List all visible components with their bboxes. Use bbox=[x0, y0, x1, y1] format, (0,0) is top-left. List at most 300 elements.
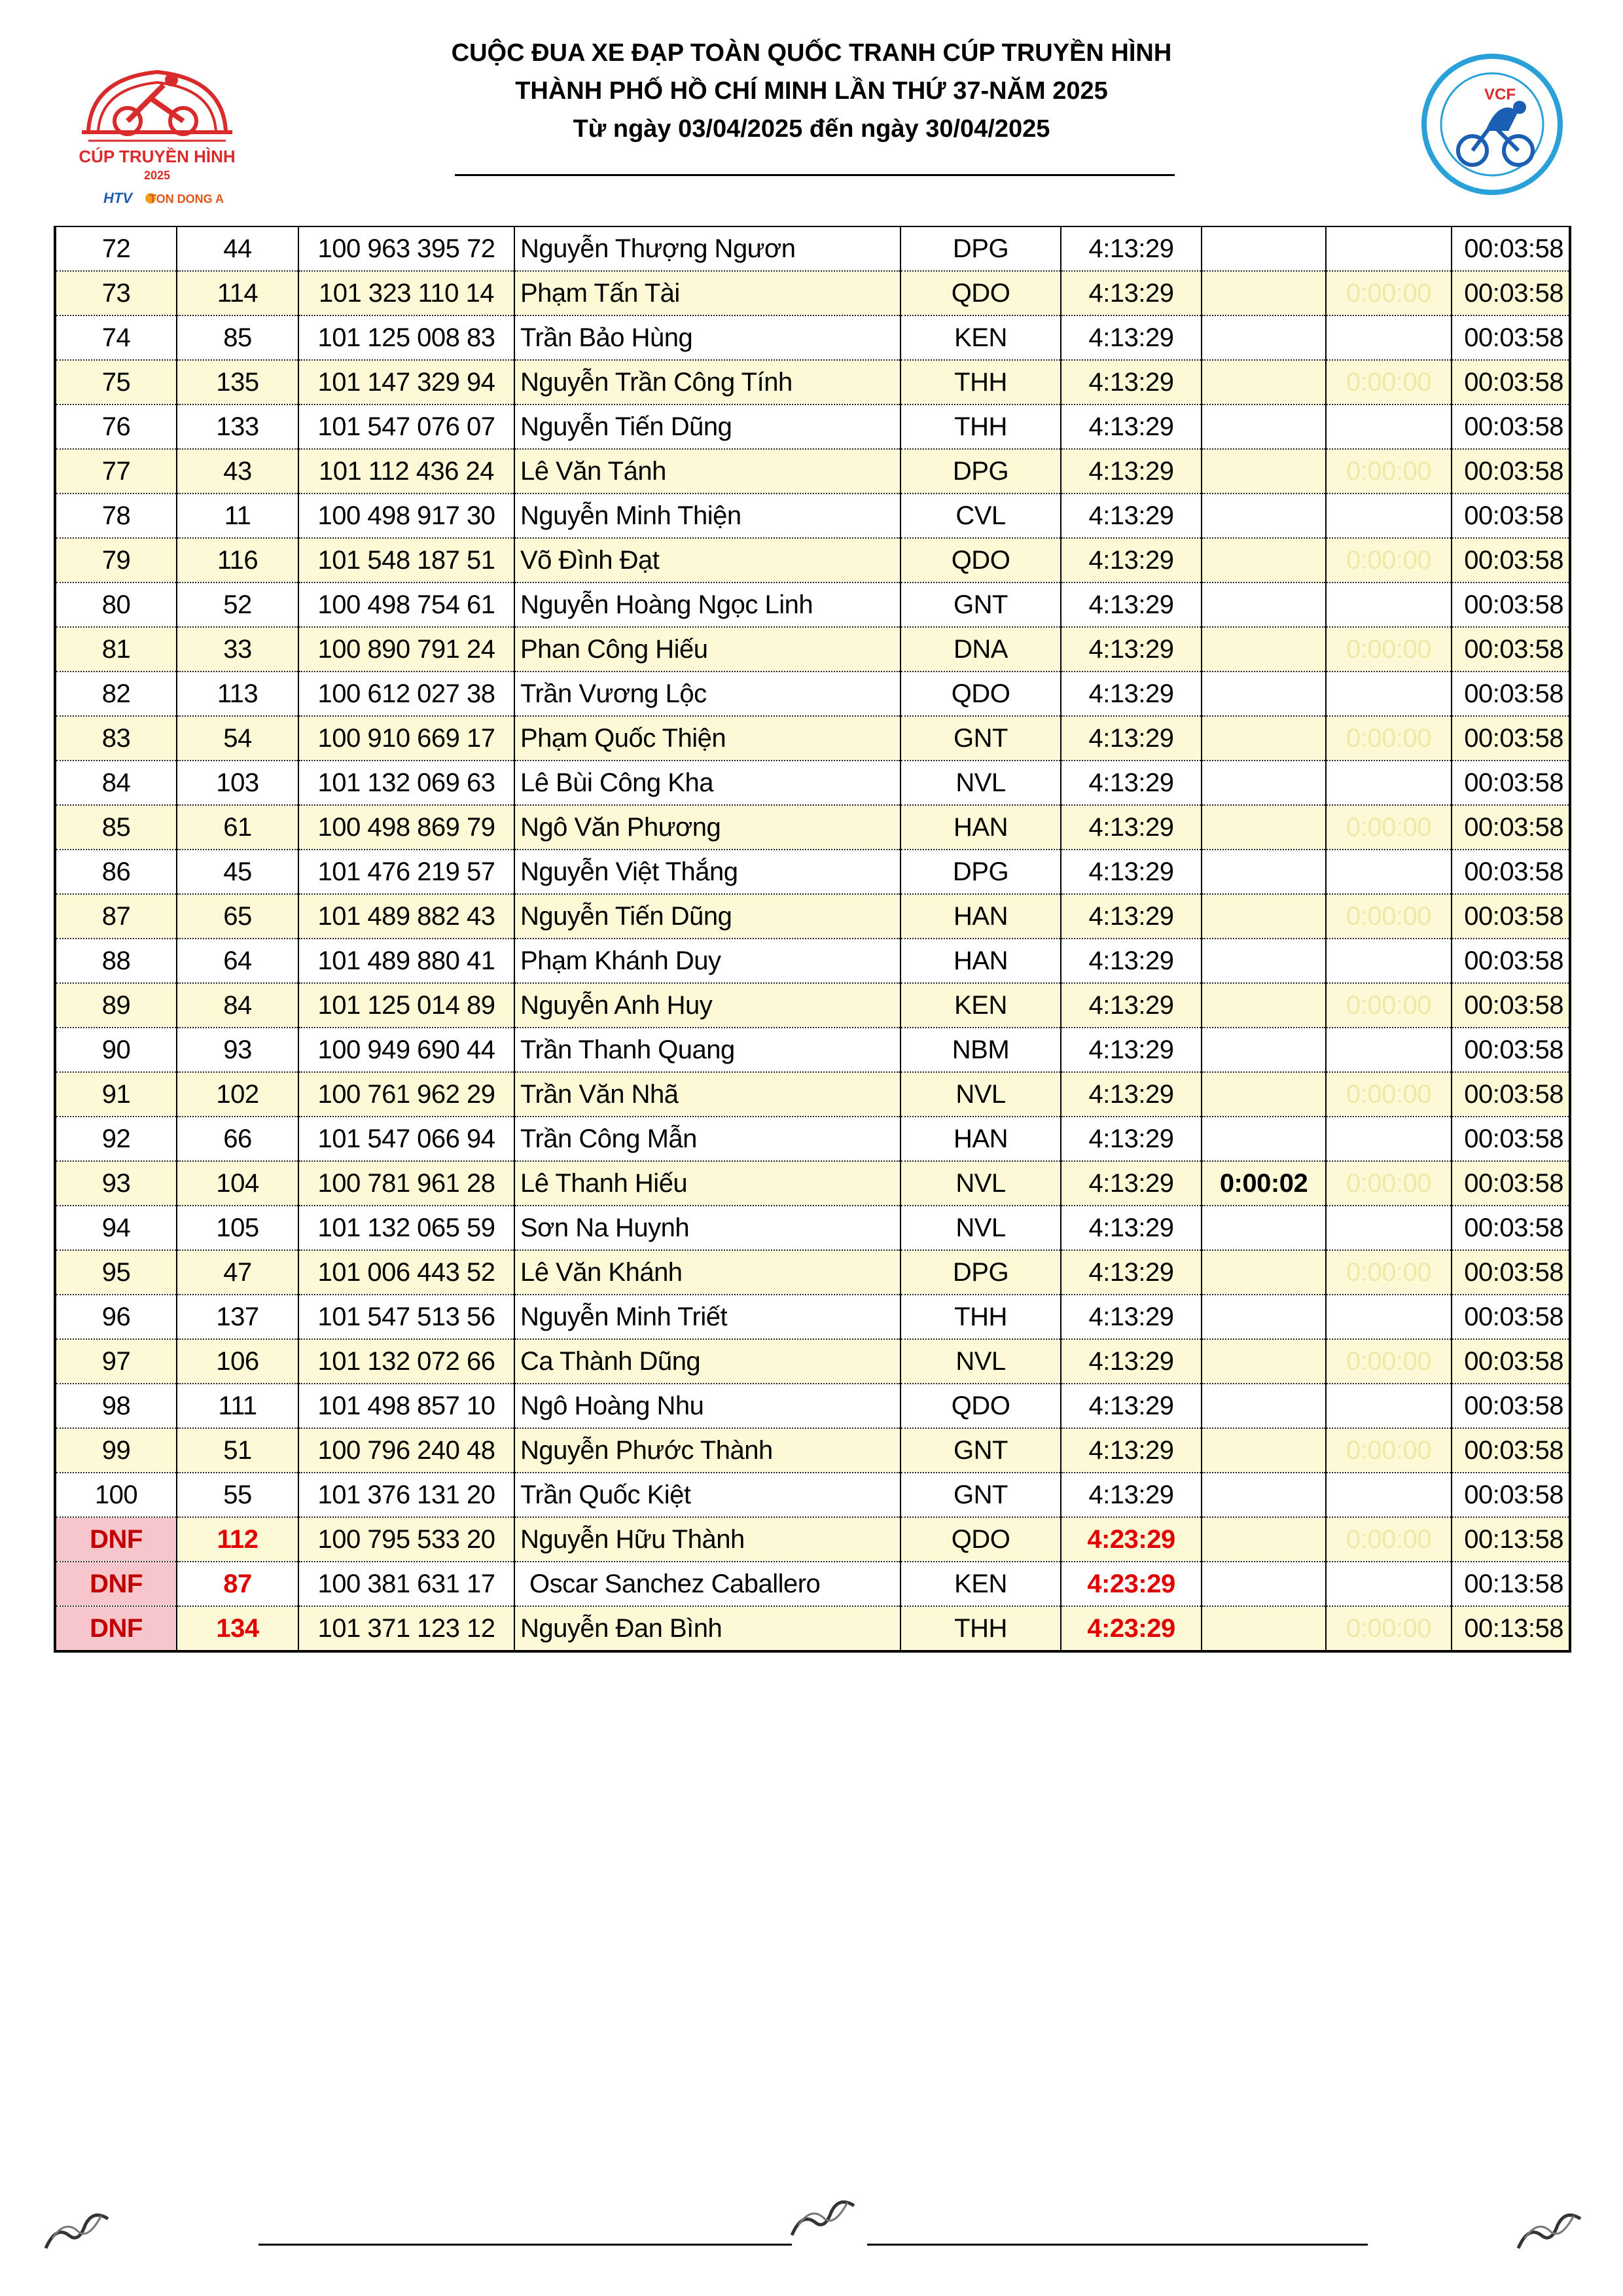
table-row bbox=[55, 627, 1570, 672]
bonus-cell bbox=[1202, 271, 1326, 315]
title-line-1: CUỘC ĐUA XE ĐẠP TOÀN QUỐC TRANH CÚP TRUYỀN HÌNH bbox=[451, 39, 1172, 67]
team-code-cell: DPG bbox=[901, 226, 1061, 271]
gap-cell: 00:03:58 bbox=[1452, 493, 1570, 538]
rider-name-cell: Lê Thanh Hiếu bbox=[514, 1161, 901, 1206]
gap-cell: 00:03:58 bbox=[1452, 761, 1570, 805]
bonus-cell bbox=[1202, 315, 1326, 360]
logo-left-htv: HTV bbox=[103, 190, 132, 206]
bib-cell: 137 bbox=[177, 1295, 298, 1339]
bonus-cell bbox=[1202, 805, 1326, 850]
penalty-cell: 0:00:00 bbox=[1326, 271, 1452, 315]
bonus-cell bbox=[1202, 894, 1326, 939]
bonus-cell bbox=[1202, 1384, 1326, 1428]
results-table bbox=[54, 226, 1571, 1653]
bib-cell: 52 bbox=[177, 583, 298, 627]
bonus-cell bbox=[1202, 226, 1326, 271]
time-cell: 4:23:29 bbox=[1061, 1517, 1202, 1562]
rider-name-cell: Nguyễn Trần Công Tính bbox=[514, 360, 901, 404]
time-cell: 4:13:29 bbox=[1061, 1117, 1202, 1161]
bib-cell: 66 bbox=[177, 1117, 298, 1161]
penalty-cell: 0:00:00 bbox=[1326, 449, 1452, 493]
table-row bbox=[55, 1473, 1570, 1517]
team-code-cell: QDO bbox=[901, 672, 1061, 716]
team-code-cell: THH bbox=[901, 1295, 1061, 1339]
bib-cell: 102 bbox=[177, 1072, 298, 1117]
bonus-cell bbox=[1202, 761, 1326, 805]
rank-cell: 91 bbox=[55, 1072, 177, 1117]
bonus-cell bbox=[1202, 493, 1326, 538]
penalty-cell: 0:00:00 bbox=[1326, 894, 1452, 939]
penalty-cell: 0:00:00 bbox=[1326, 1517, 1452, 1562]
gap-cell: 00:03:58 bbox=[1452, 583, 1570, 627]
title-underline bbox=[455, 174, 1175, 176]
bonus-cell bbox=[1202, 1428, 1326, 1473]
rank-cell: 81 bbox=[55, 627, 177, 672]
rider-name-cell: Trần Công Mẫn bbox=[514, 1117, 901, 1161]
uci-id-cell: 100 963 395 72 bbox=[298, 226, 514, 271]
rank-cell: 82 bbox=[55, 672, 177, 716]
bib-cell: 11 bbox=[177, 493, 298, 538]
table-row bbox=[55, 1028, 1570, 1072]
table-row bbox=[55, 983, 1570, 1028]
gap-cell: 00:13:58 bbox=[1452, 1517, 1570, 1562]
gap-cell: 00:03:58 bbox=[1452, 672, 1570, 716]
penalty-cell bbox=[1326, 583, 1452, 627]
penalty-cell: 0:00:00 bbox=[1326, 1339, 1452, 1384]
time-cell: 4:13:29 bbox=[1061, 449, 1202, 493]
uci-id-cell: 100 949 690 44 bbox=[298, 1028, 514, 1072]
time-cell: 4:13:29 bbox=[1061, 1339, 1202, 1384]
time-cell: 4:13:29 bbox=[1061, 761, 1202, 805]
bib-cell: 54 bbox=[177, 716, 298, 761]
team-code-cell: DNA bbox=[901, 627, 1061, 672]
rider-name-cell: Nguyễn Việt Thắng bbox=[514, 850, 901, 894]
team-code-cell: QDO bbox=[901, 1384, 1061, 1428]
bonus-cell bbox=[1202, 1028, 1326, 1072]
rider-name-cell: Ngô Văn Phương bbox=[514, 805, 901, 850]
time-cell: 4:13:29 bbox=[1061, 360, 1202, 404]
penalty-cell: 0:00:00 bbox=[1326, 538, 1452, 583]
penalty-cell: 0:00:00 bbox=[1326, 1250, 1452, 1295]
uci-id-cell: 101 112 436 24 bbox=[298, 449, 514, 493]
team-code-cell: DPG bbox=[901, 850, 1061, 894]
bib-cell: 106 bbox=[177, 1339, 298, 1384]
bib-cell: 61 bbox=[177, 805, 298, 850]
gap-cell: 00:03:58 bbox=[1452, 850, 1570, 894]
rider-name-cell: Nguyễn Minh Triết bbox=[514, 1295, 901, 1339]
gap-cell: 00:03:58 bbox=[1452, 1072, 1570, 1117]
bonus-cell bbox=[1202, 449, 1326, 493]
rank-cell: 97 bbox=[55, 1339, 177, 1384]
bib-cell: 116 bbox=[177, 538, 298, 583]
bib-cell: 43 bbox=[177, 449, 298, 493]
footer-line-right bbox=[867, 2244, 1368, 2246]
penalty-cell bbox=[1326, 761, 1452, 805]
gap-cell: 00:03:58 bbox=[1452, 1206, 1570, 1250]
bonus-cell bbox=[1202, 1295, 1326, 1339]
bib-cell: 134 bbox=[177, 1606, 298, 1651]
bonus-cell: 0:00:02 bbox=[1202, 1161, 1326, 1206]
rider-name-cell: Phan Công Hiếu bbox=[514, 627, 901, 672]
bib-cell: 105 bbox=[177, 1206, 298, 1250]
table-row bbox=[55, 1606, 1570, 1651]
gap-cell: 00:13:58 bbox=[1452, 1562, 1570, 1606]
penalty-cell bbox=[1326, 1473, 1452, 1517]
bonus-cell bbox=[1202, 1117, 1326, 1161]
bib-cell: 64 bbox=[177, 939, 298, 983]
rank-cell: 98 bbox=[55, 1384, 177, 1428]
uci-id-cell: 100 781 961 28 bbox=[298, 1161, 514, 1206]
document-header bbox=[0, 26, 1623, 206]
rank-cell: DNF bbox=[55, 1517, 177, 1562]
bonus-cell bbox=[1202, 1606, 1326, 1651]
penalty-cell bbox=[1326, 404, 1452, 449]
uci-id-cell: 101 547 066 94 bbox=[298, 1117, 514, 1161]
logo-left-tondonga: TON DONG A bbox=[149, 192, 224, 206]
uci-id-cell: 101 489 882 43 bbox=[298, 894, 514, 939]
gap-cell: 00:03:58 bbox=[1452, 404, 1570, 449]
penalty-cell bbox=[1326, 1562, 1452, 1606]
penalty-cell: 0:00:00 bbox=[1326, 360, 1452, 404]
rank-cell: 80 bbox=[55, 583, 177, 627]
time-cell: 4:13:29 bbox=[1061, 805, 1202, 850]
time-cell: 4:13:29 bbox=[1061, 1028, 1202, 1072]
rider-name-cell: Oscar Sanchez Caballero bbox=[514, 1562, 901, 1606]
time-cell: 4:13:29 bbox=[1061, 1473, 1202, 1517]
logo-left-year: 2025 bbox=[143, 169, 171, 182]
team-code-cell: KEN bbox=[901, 983, 1061, 1028]
rider-name-cell: Võ Đình Đạt bbox=[514, 538, 901, 583]
penalty-cell: 0:00:00 bbox=[1326, 1428, 1452, 1473]
vcf-logo bbox=[1420, 52, 1564, 196]
team-code-cell: KEN bbox=[901, 315, 1061, 360]
team-code-cell: HAN bbox=[901, 894, 1061, 939]
penalty-cell: 0:00:00 bbox=[1326, 983, 1452, 1028]
bib-cell: 87 bbox=[177, 1562, 298, 1606]
table-row bbox=[55, 404, 1570, 449]
penalty-cell bbox=[1326, 315, 1452, 360]
time-cell: 4:23:29 bbox=[1061, 1562, 1202, 1606]
bib-cell: 84 bbox=[177, 983, 298, 1028]
gap-cell: 00:03:58 bbox=[1452, 1028, 1570, 1072]
rider-name-cell: Phạm Khánh Duy bbox=[514, 939, 901, 983]
rider-name-cell: Nguyễn Đan Bình bbox=[514, 1606, 901, 1651]
penalty-cell: 0:00:00 bbox=[1326, 1161, 1452, 1206]
uci-id-cell: 101 006 443 52 bbox=[298, 1250, 514, 1295]
table-row bbox=[55, 761, 1570, 805]
bonus-cell bbox=[1202, 716, 1326, 761]
rank-cell: 83 bbox=[55, 716, 177, 761]
time-cell: 4:13:29 bbox=[1061, 894, 1202, 939]
team-code-cell: NVL bbox=[901, 1339, 1061, 1384]
penalty-cell bbox=[1326, 1117, 1452, 1161]
penalty-cell bbox=[1326, 1384, 1452, 1428]
bonus-cell bbox=[1202, 1072, 1326, 1117]
time-cell: 4:13:29 bbox=[1061, 627, 1202, 672]
table-row bbox=[55, 271, 1570, 315]
bonus-cell bbox=[1202, 538, 1326, 583]
uci-id-cell: 101 371 123 12 bbox=[298, 1606, 514, 1651]
rank-cell: 90 bbox=[55, 1028, 177, 1072]
table-row bbox=[55, 1295, 1570, 1339]
uci-id-cell: 100 910 669 17 bbox=[298, 716, 514, 761]
bonus-cell bbox=[1202, 1517, 1326, 1562]
rider-name-cell: Nguyễn Tiến Dũng bbox=[514, 404, 901, 449]
gap-cell: 00:03:58 bbox=[1452, 983, 1570, 1028]
gap-cell: 00:03:58 bbox=[1452, 315, 1570, 360]
time-cell: 4:13:29 bbox=[1061, 1295, 1202, 1339]
gap-cell: 00:03:58 bbox=[1452, 805, 1570, 850]
rider-name-cell: Lê Bùi Công Kha bbox=[514, 761, 901, 805]
time-cell: 4:13:29 bbox=[1061, 315, 1202, 360]
team-code-cell: QDO bbox=[901, 538, 1061, 583]
table-row bbox=[55, 672, 1570, 716]
table-row bbox=[55, 1206, 1570, 1250]
bib-cell: 135 bbox=[177, 360, 298, 404]
table-row bbox=[55, 850, 1570, 894]
uci-id-cell: 100 498 869 79 bbox=[298, 805, 514, 850]
team-code-cell: QDO bbox=[901, 1517, 1061, 1562]
rank-cell: DNF bbox=[55, 1562, 177, 1606]
time-cell: 4:13:29 bbox=[1061, 1206, 1202, 1250]
gap-cell: 00:03:58 bbox=[1452, 1428, 1570, 1473]
bib-cell: 104 bbox=[177, 1161, 298, 1206]
bonus-cell bbox=[1202, 1206, 1326, 1250]
time-cell: 4:13:29 bbox=[1061, 1250, 1202, 1295]
bib-cell: 47 bbox=[177, 1250, 298, 1295]
uci-id-cell: 100 381 631 17 bbox=[298, 1562, 514, 1606]
time-cell: 4:13:29 bbox=[1061, 1428, 1202, 1473]
rider-name-cell: Trần Quốc Kiệt bbox=[514, 1473, 901, 1517]
rider-name-cell: Lê Văn Tánh bbox=[514, 449, 901, 493]
team-code-cell: DPG bbox=[901, 1250, 1061, 1295]
team-code-cell: NVL bbox=[901, 1161, 1061, 1206]
rank-cell: 79 bbox=[55, 538, 177, 583]
team-code-cell: THH bbox=[901, 360, 1061, 404]
rank-cell: 85 bbox=[55, 805, 177, 850]
uci-id-cell: 101 125 014 89 bbox=[298, 983, 514, 1028]
time-cell: 4:23:29 bbox=[1061, 1606, 1202, 1651]
penalty-cell bbox=[1326, 672, 1452, 716]
uci-id-cell: 101 125 008 83 bbox=[298, 315, 514, 360]
rank-cell: 88 bbox=[55, 939, 177, 983]
time-cell: 4:13:29 bbox=[1061, 493, 1202, 538]
team-code-cell: NBM bbox=[901, 1028, 1061, 1072]
table-row bbox=[55, 1161, 1570, 1206]
bonus-cell bbox=[1202, 983, 1326, 1028]
team-code-cell: DPG bbox=[901, 449, 1061, 493]
table-row bbox=[55, 360, 1570, 404]
table-row bbox=[55, 1517, 1570, 1562]
gap-cell: 00:03:58 bbox=[1452, 1384, 1570, 1428]
rank-cell: 94 bbox=[55, 1206, 177, 1250]
time-cell: 4:13:29 bbox=[1061, 850, 1202, 894]
penalty-cell bbox=[1326, 1206, 1452, 1250]
rank-cell: 76 bbox=[55, 404, 177, 449]
rider-name-cell: Ngô Hoàng Nhu bbox=[514, 1384, 901, 1428]
table-row bbox=[55, 805, 1570, 850]
gap-cell: 00:03:58 bbox=[1452, 449, 1570, 493]
vcf-logo-text: VCF bbox=[1484, 86, 1516, 103]
team-code-cell: KEN bbox=[901, 1562, 1061, 1606]
time-cell: 4:13:29 bbox=[1061, 672, 1202, 716]
gap-cell: 00:13:58 bbox=[1452, 1606, 1570, 1651]
rider-name-cell: Nguyễn Hoàng Ngọc Linh bbox=[514, 583, 901, 627]
title-line-3: Từ ngày 03/04/2025 đến ngày 30/04/2025 bbox=[573, 115, 1050, 143]
rider-name-cell: Nguyễn Thượng Ngươn bbox=[514, 226, 901, 271]
bib-cell: 55 bbox=[177, 1473, 298, 1517]
table-row bbox=[55, 1117, 1570, 1161]
uci-id-cell: 101 476 219 57 bbox=[298, 850, 514, 894]
rank-cell: 99 bbox=[55, 1428, 177, 1473]
penalty-cell: 0:00:00 bbox=[1326, 805, 1452, 850]
footer-cyclist-logo-right bbox=[1512, 2199, 1590, 2258]
gap-cell: 00:03:58 bbox=[1452, 538, 1570, 583]
uci-id-cell: 100 498 754 61 bbox=[298, 583, 514, 627]
rank-cell: 100 bbox=[55, 1473, 177, 1517]
rider-name-cell: Lê Văn Khánh bbox=[514, 1250, 901, 1295]
bib-cell: 33 bbox=[177, 627, 298, 672]
time-cell: 4:13:29 bbox=[1061, 226, 1202, 271]
uci-id-cell: 101 489 880 41 bbox=[298, 939, 514, 983]
uci-id-cell: 101 132 069 63 bbox=[298, 761, 514, 805]
table-row bbox=[55, 939, 1570, 983]
rank-cell: DNF bbox=[55, 1606, 177, 1651]
time-cell: 4:13:29 bbox=[1061, 939, 1202, 983]
team-code-cell: GNT bbox=[901, 1428, 1061, 1473]
rider-name-cell: Nguyễn Phước Thành bbox=[514, 1428, 901, 1473]
gap-cell: 00:03:58 bbox=[1452, 939, 1570, 983]
bib-cell: 44 bbox=[177, 226, 298, 271]
team-code-cell: NVL bbox=[901, 1206, 1061, 1250]
bonus-cell bbox=[1202, 404, 1326, 449]
gap-cell: 00:03:58 bbox=[1452, 1339, 1570, 1384]
footer-cyclist-logo-left bbox=[39, 2199, 118, 2258]
team-code-cell: THH bbox=[901, 404, 1061, 449]
team-code-cell: GNT bbox=[901, 716, 1061, 761]
rank-cell: 89 bbox=[55, 983, 177, 1028]
time-cell: 4:13:29 bbox=[1061, 716, 1202, 761]
logo-left-title: CÚP TRUYỀN HÌNH bbox=[79, 147, 236, 166]
penalty-cell: 0:00:00 bbox=[1326, 1072, 1452, 1117]
bonus-cell bbox=[1202, 1473, 1326, 1517]
time-cell: 4:13:29 bbox=[1061, 271, 1202, 315]
bonus-cell bbox=[1202, 1562, 1326, 1606]
penalty-cell bbox=[1326, 850, 1452, 894]
rider-name-cell: Nguyễn Tiến Dũng bbox=[514, 894, 901, 939]
penalty-cell: 0:00:00 bbox=[1326, 627, 1452, 672]
table-row bbox=[55, 1339, 1570, 1384]
uci-id-cell: 101 547 076 07 bbox=[298, 404, 514, 449]
rank-cell: 77 bbox=[55, 449, 177, 493]
rank-cell: 95 bbox=[55, 1250, 177, 1295]
gap-cell: 00:03:58 bbox=[1452, 1295, 1570, 1339]
uci-id-cell: 100 612 027 38 bbox=[298, 672, 514, 716]
bib-cell: 111 bbox=[177, 1384, 298, 1428]
rider-name-cell: Ca Thành Dũng bbox=[514, 1339, 901, 1384]
bonus-cell bbox=[1202, 627, 1326, 672]
time-cell: 4:13:29 bbox=[1061, 983, 1202, 1028]
gap-cell: 00:03:58 bbox=[1452, 716, 1570, 761]
penalty-cell bbox=[1326, 493, 1452, 538]
table-row bbox=[55, 1428, 1570, 1473]
team-code-cell: HAN bbox=[901, 1117, 1061, 1161]
bib-cell: 51 bbox=[177, 1428, 298, 1473]
uci-id-cell: 100 795 533 20 bbox=[298, 1517, 514, 1562]
uci-id-cell: 101 547 513 56 bbox=[298, 1295, 514, 1339]
team-code-cell: THH bbox=[901, 1606, 1061, 1651]
gap-cell: 00:03:58 bbox=[1452, 627, 1570, 672]
table-row bbox=[55, 583, 1570, 627]
rider-name-cell: Nguyễn Anh Huy bbox=[514, 983, 901, 1028]
bonus-cell bbox=[1202, 583, 1326, 627]
gap-cell: 00:03:58 bbox=[1452, 360, 1570, 404]
rider-name-cell: Nguyễn Hữu Thành bbox=[514, 1517, 901, 1562]
title-block bbox=[366, 34, 1257, 148]
uci-id-cell: 101 147 329 94 bbox=[298, 360, 514, 404]
rank-cell: 74 bbox=[55, 315, 177, 360]
rank-cell: 75 bbox=[55, 360, 177, 404]
bib-cell: 112 bbox=[177, 1517, 298, 1562]
rank-cell: 92 bbox=[55, 1117, 177, 1161]
rider-name-cell: Trần Thanh Quang bbox=[514, 1028, 901, 1072]
uci-id-cell: 100 761 962 29 bbox=[298, 1072, 514, 1117]
table-row bbox=[55, 1562, 1570, 1606]
bonus-cell bbox=[1202, 850, 1326, 894]
gap-cell: 00:03:58 bbox=[1452, 1473, 1570, 1517]
penalty-cell bbox=[1326, 226, 1452, 271]
bonus-cell bbox=[1202, 360, 1326, 404]
bib-cell: 45 bbox=[177, 850, 298, 894]
table-row bbox=[55, 315, 1570, 360]
uci-id-cell: 101 498 857 10 bbox=[298, 1384, 514, 1428]
bib-cell: 85 bbox=[177, 315, 298, 360]
bib-cell: 114 bbox=[177, 271, 298, 315]
gap-cell: 00:03:58 bbox=[1452, 1117, 1570, 1161]
rank-cell: 93 bbox=[55, 1161, 177, 1206]
penalty-cell bbox=[1326, 1028, 1452, 1072]
footer-cyclist-logo-center bbox=[785, 2186, 864, 2245]
time-cell: 4:13:29 bbox=[1061, 1161, 1202, 1206]
rank-cell: 73 bbox=[55, 271, 177, 315]
uci-id-cell: 101 323 110 14 bbox=[298, 271, 514, 315]
title-line-2: THÀNH PHỐ HỒ CHÍ MINH LẦN THỨ 37-NĂM 2025 bbox=[515, 77, 1108, 105]
rank-cell: 84 bbox=[55, 761, 177, 805]
rider-name-cell: Phạm Quốc Thiện bbox=[514, 716, 901, 761]
table-row bbox=[55, 226, 1570, 271]
time-cell: 4:13:29 bbox=[1061, 404, 1202, 449]
table-row bbox=[55, 493, 1570, 538]
rider-name-cell: Nguyễn Minh Thiện bbox=[514, 493, 901, 538]
uci-id-cell: 100 796 240 48 bbox=[298, 1428, 514, 1473]
time-cell: 4:13:29 bbox=[1061, 1072, 1202, 1117]
uci-id-cell: 100 890 791 24 bbox=[298, 627, 514, 672]
team-code-cell: CVL bbox=[901, 493, 1061, 538]
uci-id-cell: 101 548 187 51 bbox=[298, 538, 514, 583]
uci-id-cell: 101 132 065 59 bbox=[298, 1206, 514, 1250]
rider-name-cell: Trần Văn Nhã bbox=[514, 1072, 901, 1117]
rider-name-cell: Trần Bảo Hùng bbox=[514, 315, 901, 360]
bib-cell: 113 bbox=[177, 672, 298, 716]
team-code-cell: GNT bbox=[901, 1473, 1061, 1517]
table-row bbox=[55, 449, 1570, 493]
footer-line-left bbox=[259, 2244, 792, 2246]
time-cell: 4:13:29 bbox=[1061, 1384, 1202, 1428]
rank-cell: 86 bbox=[55, 850, 177, 894]
penalty-cell bbox=[1326, 1295, 1452, 1339]
gap-cell: 00:03:58 bbox=[1452, 1161, 1570, 1206]
cup-truyen-hinh-logo bbox=[52, 46, 262, 216]
